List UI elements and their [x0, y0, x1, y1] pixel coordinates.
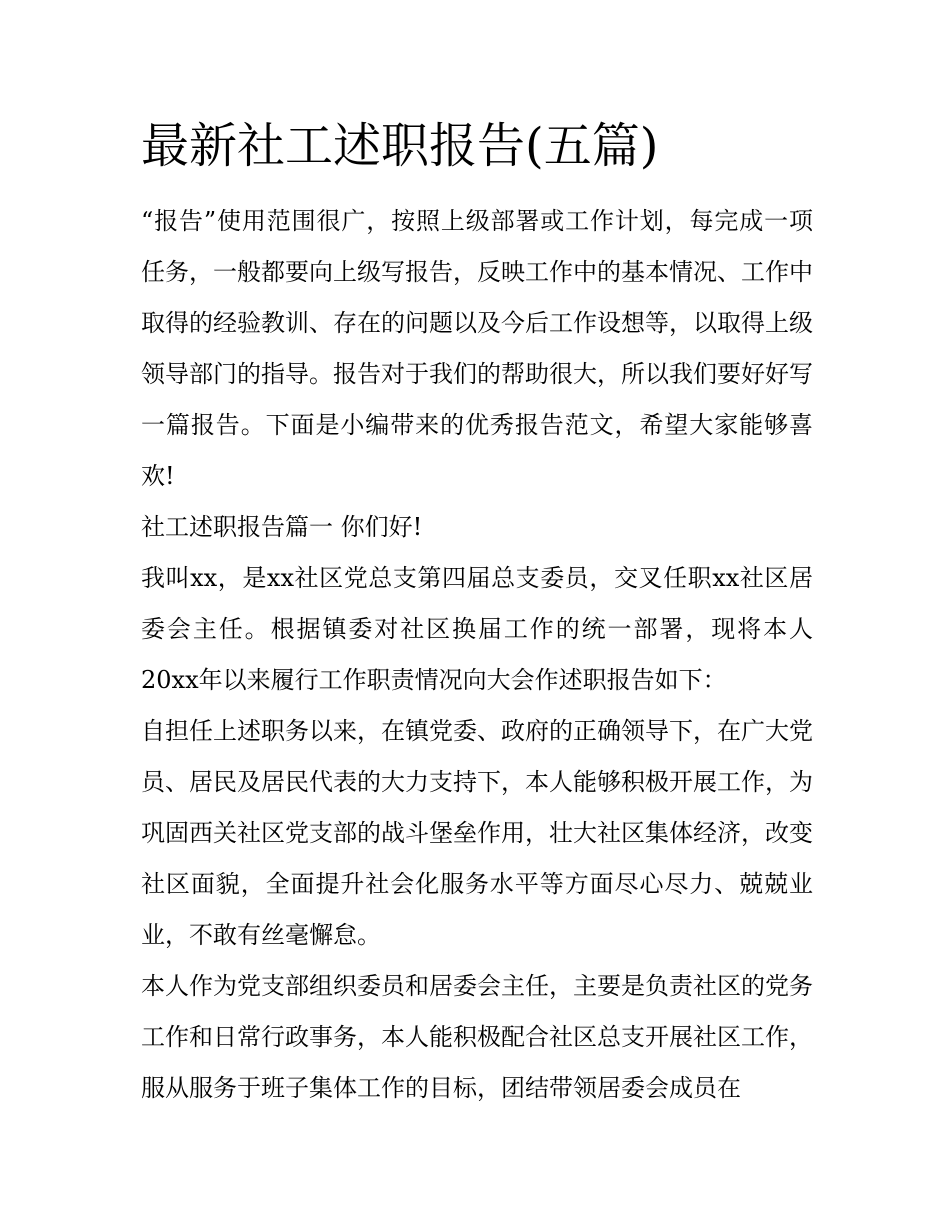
- document-body: [141, 196, 813, 1114]
- paragraph-responsibilities: 本人作为党支部组织委员和居委会主任，主要是负责社区的党务工作和日常行政事务，本人能积极配合社区总支开展社区工作，服从服务于班子集体工作的目标，团结带领居委会成员在: [141, 972, 813, 1102]
- paragraph-duties-summary: 自担任上述职务以来，在镇党委、政府的正确领导下，在广大党员、居民及居民代表的大力支持下，本人能够积极开展工作，为巩固西关社区党支部的战斗堡垒作用，壮大社区集体经济，改变社区面貌，全面提升社会化服务水平等方面尽心尽力、兢兢业业，不敢有丝毫懈怠。: [141, 717, 813, 949]
- paragraph-self-introduction: 我叫xx，是xx社区党总支第四届总支委员，交叉任职xx社区居委会主任。根据镇委对社区换届工作的统一部署，现将本人20xx年以来履行工作职责情况向大会作述职报告如下：: [141, 564, 813, 694]
- document-title: 最新社工述职报告(五篇): [141, 118, 659, 174]
- paragraph-intro: “报告”使用范围很广，按照上级部署或工作计划，每完成一项任务，一般都要向上级写报告，反映工作中的基本情况、工作中取得的经验教训、存在的问题以及今后工作设想等，以取得上级领导部门的指导。报告对于我们的帮助很大，所以我们要好好写一篇报告。下面是小编带来的优秀报告范文，希望大家能够喜欢!: [141, 207, 813, 490]
- paragraph-section-heading: 社工述职报告篇一 你们好!: [141, 513, 423, 541]
